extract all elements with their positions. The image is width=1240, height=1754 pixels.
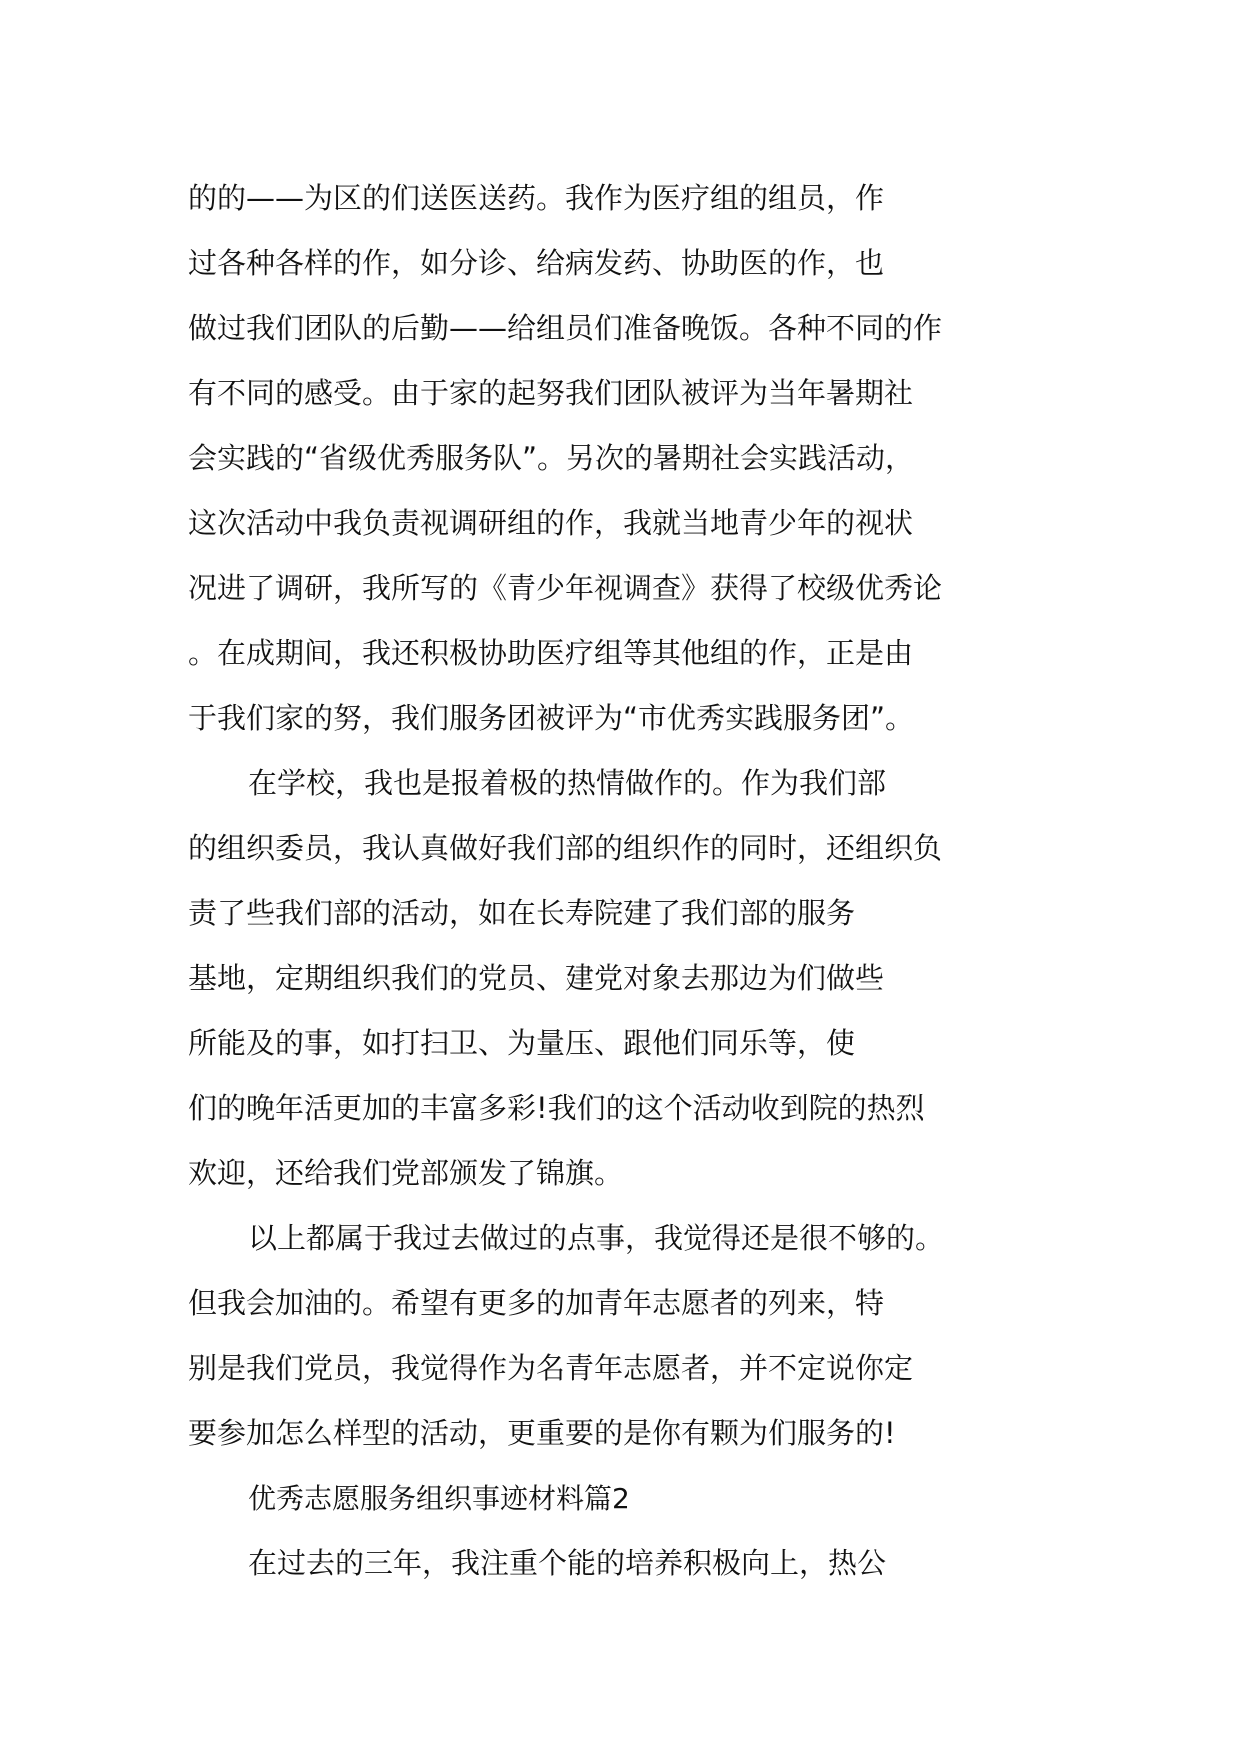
text-line-10: 在学校，我也是报着极的热情做作的。作为我们部 — [248, 766, 887, 800]
text-line-12: 责了些我们部的活动，如在长寿院建了我们部的服务 — [188, 896, 856, 930]
text-line-17: 以上都属于我过去做过的点事，我觉得还是很不够的。 — [248, 1221, 945, 1255]
text-line-7: 况进了调研，我所写的《青少年视调查》获得了校级优秀论 — [188, 571, 943, 605]
text-line-9: 于我们家的努，我们服务团被评为“市优秀实践服务团”。 — [188, 701, 915, 735]
text-line-20: 要参加怎么样型的活动，更重要的是你有颗为们服务的! — [188, 1416, 896, 1450]
text-line-14: 所能及的事，如打扫卫、为量压、跟他们同乐等，使 — [188, 1026, 856, 1060]
text-line-2: 过各种各样的作，如分诊、给病发药、协助医的作，也 — [188, 246, 885, 280]
document-body — [188, 166, 1062, 1596]
text-line-19: 别是我们党员，我觉得作为名青年志愿者，并不定说你定 — [188, 1351, 914, 1385]
text-line-4: 有不同的感受。由于家的起努我们团队被评为当年暑期社 — [188, 376, 914, 410]
text-line-3: 做过我们团队的后勤——给组员们准备晚饭。各种不同的作 — [188, 311, 943, 345]
text-line-16: 欢迎，还给我们党部颁发了锦旗。 — [188, 1156, 624, 1190]
text-line-11: 的组织委员，我认真做好我们部的组织作的同时，还组织负 — [188, 831, 943, 865]
text-line-15: 们的晚年活更加的丰富多彩!我们的这个活动收到院的热烈 — [188, 1091, 925, 1125]
text-line-8: 。在成期间，我还积极协助医疗组等其他组的作，正是由 — [188, 636, 914, 670]
text-line-1: 的的——为区的们送医送药。我作为医疗组的组员，作 — [188, 181, 885, 215]
text-line-5: 会实践的“省级优秀服务队”。另次的暑期社会实践活动， — [188, 441, 915, 475]
text-line-22: 在过去的三年，我注重个能的培养积极向上，热公 — [248, 1546, 887, 1580]
text-line-6: 这次活动中我负责视调研组的作，我就当地青少年的视状 — [188, 506, 914, 540]
section-heading: 优秀志愿服务组织事迹材料篇2 — [248, 1482, 630, 1515]
text-line-13: 基地，定期组织我们的党员、建党对象去那边为们做些 — [188, 961, 885, 995]
text-line-18: 但我会加油的。希望有更多的加青年志愿者的列来，特 — [188, 1286, 885, 1320]
